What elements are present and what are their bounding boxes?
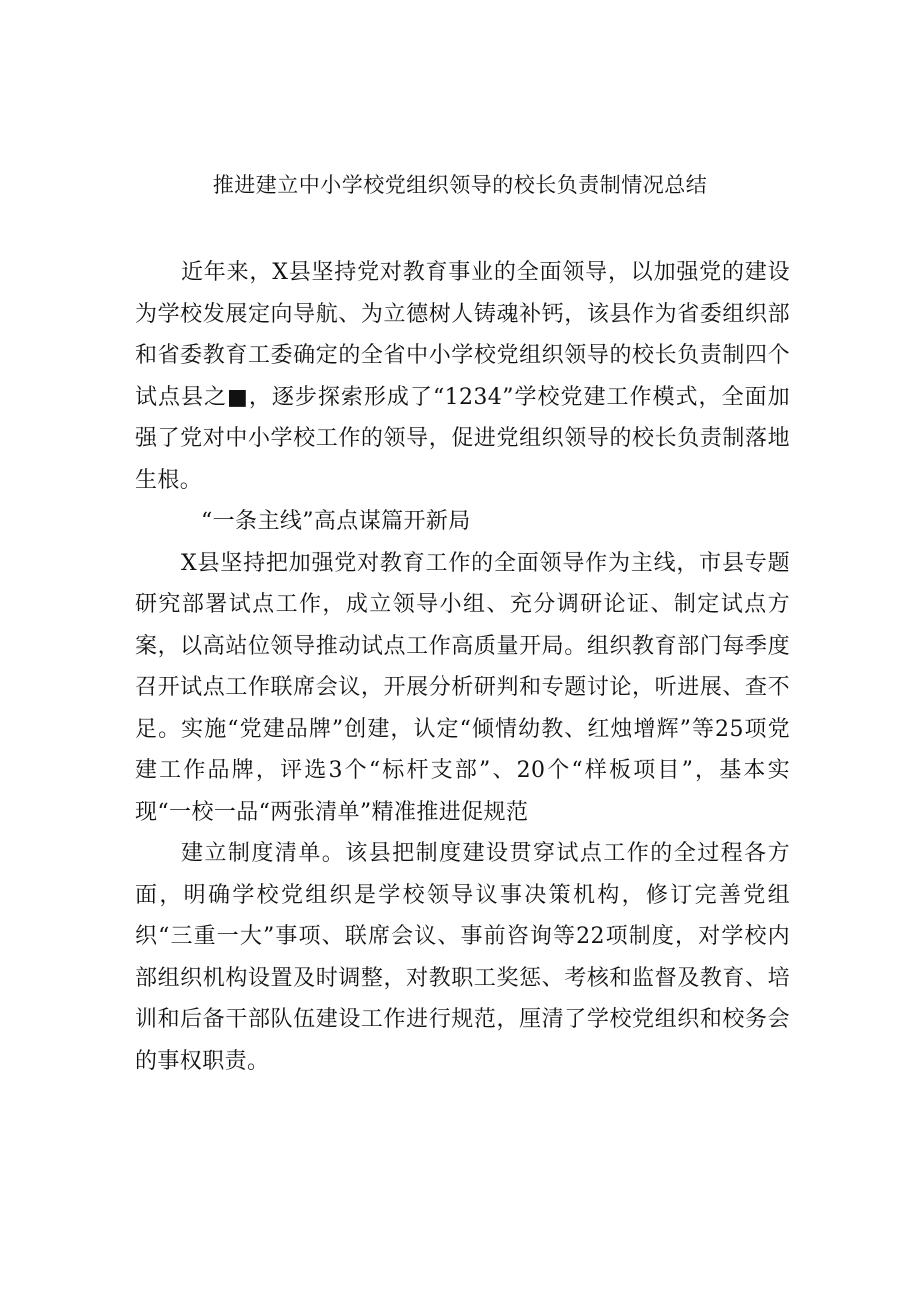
document-body: [135, 252, 790, 1082]
section-paragraph: X县坚持把加强党对教育工作的全面领导作为主线，市县专题研究部署试点工作，成立领导小组、充分调研论证、制定试点方案，以高站位领导推动试点工作高质量开局。组织教育部门每季度召开试点工作联席会议，开展分析研判和专题讨论，听进展、查不足。实施“党建品牌”创建，认定“倾情幼教、红烛增辉”等25项党建工作品牌，评选3个“标杆支部”、20个“样板项目”，基本实现“一校一品“两张清单”精准推进促规范: [135, 550, 790, 825]
intro-paragraph: 近年来，X县坚持党对教育事业的全面领导，以加强党的建设为学校发展定向导航、为立德树人铸魂补钙，该县作为省委组织部和省委教育工委确定的全省中小学校党组织领导的校长负责制四个试点县之■，逐步探索形成了“1234”学校党建工作模式，全面加强了党对中小学校工作的领导，促进党组织领导的校长负责制落地生根。: [135, 260, 790, 493]
system-paragraph: 建立制度清单。该县把制度建设贯穿试点工作的全过程各方面，明确学校党组织是学校领导议事决策机构，修订完善党组织“三重一大”事项、联席会议、事前咨询等22项制度，对学校内部组织机构设置及时调整，对教职工奖惩、考核和监督及教育、培训和后备干部队伍建设工作进行规范，厘清了学校党组织和校务会的事权职责。: [135, 841, 790, 1074]
section-heading: “一条主线”高点谋篇开新局: [201, 509, 471, 534]
document-title: 推进建立中小学校党组织领导的校长负责制情况总结: [212, 173, 708, 197]
